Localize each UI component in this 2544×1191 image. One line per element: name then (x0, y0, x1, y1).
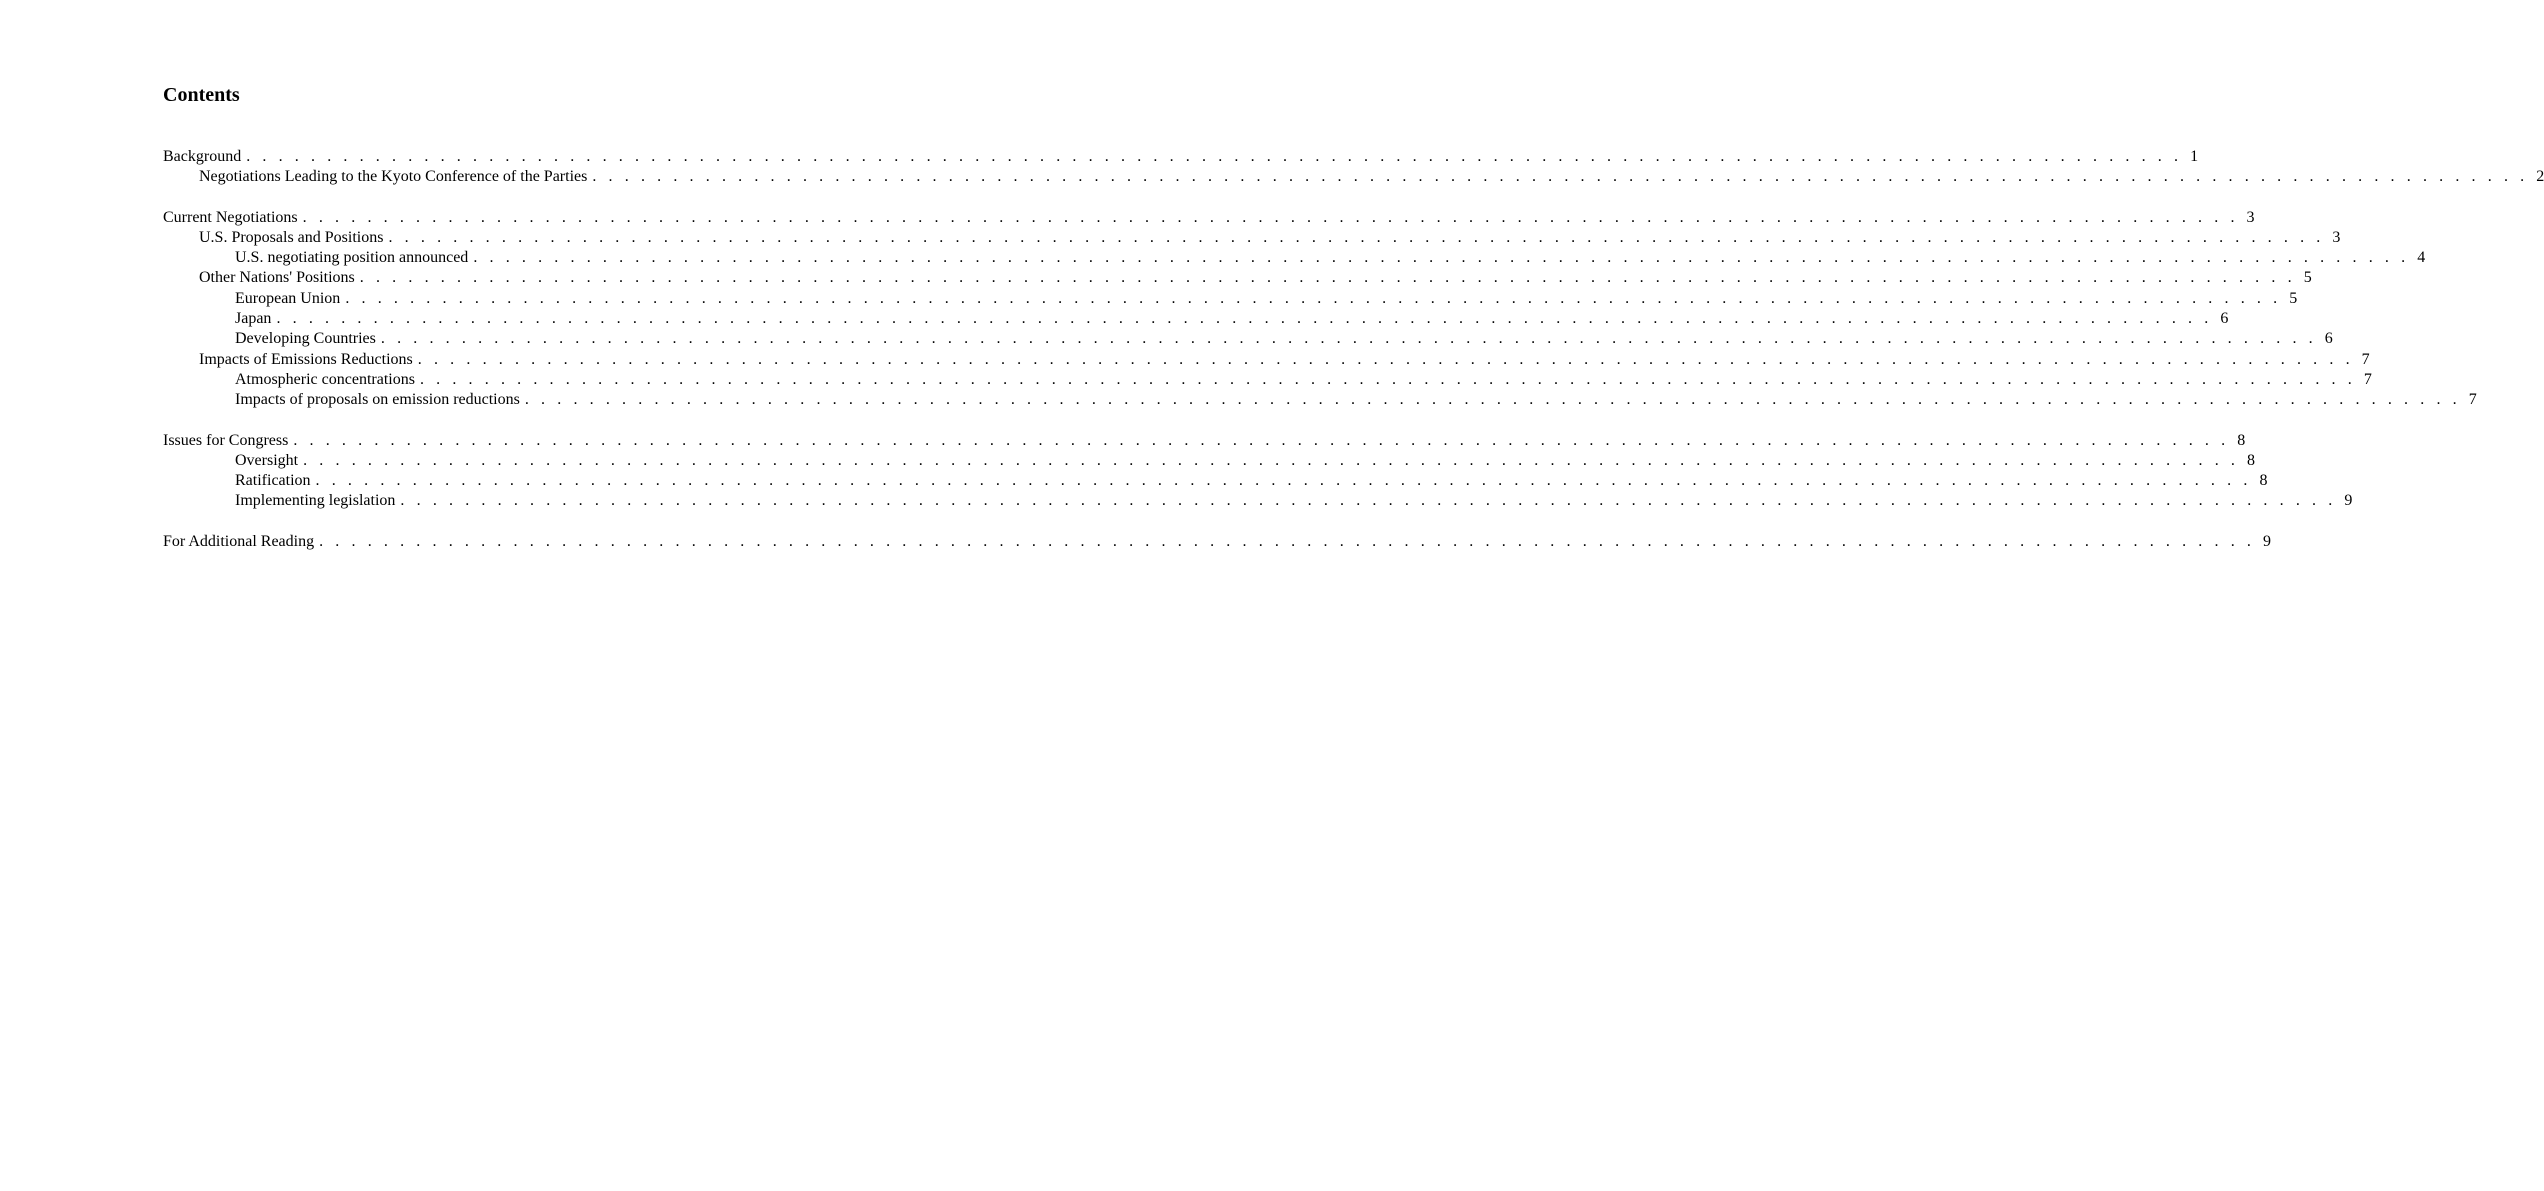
dot-leader: . . . . . . . . . . . . . . . . . . . . . . . . . . . . . . . . . . . . . . . . . . . . . . . . . . . . . . . . . . . . . . . . . . . . . . . . . . . . . . . . . . . . . . . . . . . . . . . . . . . . . . . . . . . . . . . . . . . . . . . . (246, 148, 2183, 165)
dot-leader: . . . . . . . . . . . . . . . . . . . . . . . . . . . . . . . . . . . . . . . . . . . . . . . . . . . . . . . . . . . . . . . . . . . . . . . . . . . . . . . . . . . . . . . . . . . . . . . . . . . . . . . . . . . . . . . . . . . . . . . . (592, 168, 2529, 186)
dot-leader: . . . . . . . . . . . . . . . . . . . . . . . . . . . . . . . . . . . . . . . . . . . . . . . . . . . . . . . . . . . . . . . . . . . . . . . . . . . . . . . . . . . . . . . . . . . . . . . . . . . . . . . . . . . . . . . . . . . . . . . . (276, 310, 2213, 328)
toc-page-number: 9 (2344, 492, 2353, 510)
toc-entry[interactable] (163, 431, 2246, 451)
toc-entry[interactable] (163, 309, 2229, 329)
toc-page-number: 7 (2468, 391, 2477, 409)
toc-entry[interactable] (163, 289, 2298, 309)
toc-page-number: 3 (2246, 208, 2255, 226)
toc-group (163, 147, 2544, 188)
toc-entry-label: European Union (235, 289, 341, 307)
dot-leader: . . . . . . . . . . . . . . . . . . . . . . . . . . . . . . . . . . . . . . . . . . . . . . . . . . . . . . . . . . . . . . . . . . . . . . . . . . . . . . . . . . . . . . . . . . . . . . . . . . . . . . . . . . . . . . . . . . . . . . . . (303, 451, 2240, 469)
dot-leader: . . . . . . . . . . . . . . . . . . . . . . . . . . . . . . . . . . . . . . . . . . . . . . . . . . . . . . . . . . . . . . . . . . . . . . . . . . . . . . . . . . . . . . . . . . . . . . . . . . . . . . . . . . . . . . . . . . . . . . . . (319, 532, 2256, 550)
toc-entry[interactable] (163, 208, 2255, 228)
toc-entry[interactable] (163, 167, 2544, 187)
toc-entry[interactable] (163, 532, 2272, 552)
toc-entry-label: U.S. negotiating position announced (235, 249, 469, 267)
toc-entry-label: Ratification (235, 472, 311, 490)
toc-page-number: 7 (2361, 350, 2370, 368)
toc-entry-label: Japan (235, 310, 272, 328)
dot-leader: . . . . . . . . . . . . . . . . . . . . . . . . . . . . . . . . . . . . . . . . . . . . . . . . . . . . . . . . . . . . . . . . . . . . . . . . . . . . . . . . . . . . . . . . . . . . . . . . . . . . . . . . . . . . . . . . . . . . . . . . (388, 228, 2325, 246)
toc-group (163, 431, 2353, 512)
toc-entry-label: Issues for Congress (163, 431, 289, 449)
toc-entry-label: Other Nations' Positions (199, 269, 355, 287)
toc-entry-label: Background (163, 148, 242, 165)
dot-leader: . . . . . . . . . . . . . . . . . . . . . . . . . . . . . . . . . . . . . . . . . . . . . . . . . . . . . . . . . . . . . . . . . . . . . . . . . . . . . . . . . . . . . . . . . . . . . . . . . . . . . . . . . . . . . . . . . . . . . . . . (302, 208, 2239, 226)
toc-entry[interactable] (163, 147, 2199, 167)
toc-entry[interactable] (163, 268, 2312, 288)
toc-group (163, 532, 2272, 552)
dot-leader: . . . . . . . . . . . . . . . . . . . . . . . . . . . . . . . . . . . . . . . . . . . . . . . . . . . . . . . . . . . . . . . . . . . . . . . . . . . . . . . . . . . . . . . . . . . . . . . . . . . . . . . . . . . . . . . . . . . . . . . . (345, 289, 2282, 307)
toc-entry[interactable] (163, 248, 2426, 268)
dot-leader: . . . . . . . . . . . . . . . . . . . . . . . . . . . . . . . . . . . . . . . . . . . . . . . . . . . . . . . . . . . . . . . . . . . . . . . . . . . . . . . . . . . . . . . . . . . . . . . . . . . . . . . . . . . . . . . . . . . . . . . . (293, 431, 2230, 449)
toc-page-number: 5 (2289, 289, 2298, 307)
toc-entry[interactable] (163, 491, 2353, 511)
contents-heading: Contents (163, 84, 240, 106)
dot-leader: . . . . . . . . . . . . . . . . . . . . . . . . . . . . . . . . . . . . . . . . . . . . . . . . . . . . . . . . . . . . . . . . . . . . . . . . . . . . . . . . . . . . . . . . . . . . . . . . . . . . . . . . . . . . . . . . . . . . . . . . (473, 249, 2410, 267)
toc-entry[interactable] (163, 228, 2341, 248)
toc-entry-label: Implementing legislation (235, 492, 396, 510)
table-of-contents (163, 147, 2544, 572)
dot-leader: . . . . . . . . . . . . . . . . . . . . . . . . . . . . . . . . . . . . . . . . . . . . . . . . . . . . . . . . . . . . . . . . . . . . . . . . . . . . . . . . . . . . . . . . . . . . . . . . . . . . . . . . . . . . . . . . . . . . . . . . (359, 269, 2296, 287)
toc-page-number: 6 (2324, 330, 2333, 348)
toc-entry-label: For Additional Reading (163, 532, 315, 550)
toc-page-number: 6 (2220, 310, 2229, 328)
toc-entry[interactable] (163, 471, 2268, 491)
toc-page-number: 8 (2259, 472, 2268, 490)
toc-page-number: 8 (2237, 431, 2246, 449)
toc-entry-label: Negotiations Leading to the Kyoto Conference of the Parties (199, 168, 588, 186)
toc-entry[interactable] (163, 350, 2370, 370)
toc-entry[interactable] (163, 370, 2372, 390)
dot-leader: . . . . . . . . . . . . . . . . . . . . . . . . . . . . . . . . . . . . . . . . . . . . . . . . . . . . . . . . . . . . . . . . . . . . . . . . . . . . . . . . . . . . . . . . . . . . . . . . . . . . . . . . . . . . . . . . . . . . . . . . (524, 391, 2461, 409)
dot-leader: . . . . . . . . . . . . . . . . . . . . . . . . . . . . . . . . . . . . . . . . . . . . . . . . . . . . . . . . . . . . . . . . . . . . . . . . . . . . . . . . . . . . . . . . . . . . . . . . . . . . . . . . . . . . . . . . . . . . . . . . (380, 330, 2317, 348)
toc-entry-label: U.S. Proposals and Positions (199, 228, 384, 246)
toc-entry-label: Current Negotiations (163, 208, 298, 226)
toc-page-number: 8 (2247, 451, 2256, 469)
toc-page-number: 5 (2303, 269, 2312, 287)
toc-entry[interactable] (163, 451, 2256, 471)
dot-leader: . . . . . . . . . . . . . . . . . . . . . . . . . . . . . . . . . . . . . . . . . . . . . . . . . . . . . . . . . . . . . . . . . . . . . . . . . . . . . . . . . . . . . . . . . . . . . . . . . . . . . . . . . . . . . . . . . . . . . . . . (419, 370, 2356, 388)
toc-entry-label: Impacts of proposals on emission reductions (235, 391, 520, 409)
toc-page-number: 3 (2332, 228, 2341, 246)
toc-page-number: 7 (2363, 370, 2372, 388)
toc-page-number: 2 (2536, 168, 2544, 186)
toc-entry-label: Oversight (235, 451, 299, 469)
toc-entry-label: Developing Countries (235, 330, 376, 348)
dot-leader: . . . . . . . . . . . . . . . . . . . . . . . . . . . . . . . . . . . . . . . . . . . . . . . . . . . . . . . . . . . . . . . . . . . . . . . . . . . . . . . . . . . . . . . . . . . . . . . . . . . . . . . . . . . . . . . . . . . . . . . . (315, 472, 2252, 490)
toc-group (163, 208, 2477, 411)
toc-entry[interactable] (163, 329, 2333, 349)
toc-page-number: 1 (2190, 148, 2199, 165)
toc-entry-label: Atmospheric concentrations (235, 370, 415, 388)
toc-page-number: 4 (2417, 249, 2426, 267)
toc-entry[interactable] (163, 390, 2477, 410)
dot-leader: . . . . . . . . . . . . . . . . . . . . . . . . . . . . . . . . . . . . . . . . . . . . . . . . . . . . . . . . . . . . . . . . . . . . . . . . . . . . . . . . . . . . . . . . . . . . . . . . . . . . . . . . . . . . . . . . . . . . . . . . (400, 492, 2337, 510)
toc-entry-label: Impacts of Emissions Reductions (199, 350, 413, 368)
dot-leader: . . . . . . . . . . . . . . . . . . . . . . . . . . . . . . . . . . . . . . . . . . . . . . . . . . . . . . . . . . . . . . . . . . . . . . . . . . . . . . . . . . . . . . . . . . . . . . . . . . . . . . . . . . . . . . . . . . . . . . . . (417, 350, 2354, 368)
toc-page-number: 9 (2263, 532, 2272, 550)
